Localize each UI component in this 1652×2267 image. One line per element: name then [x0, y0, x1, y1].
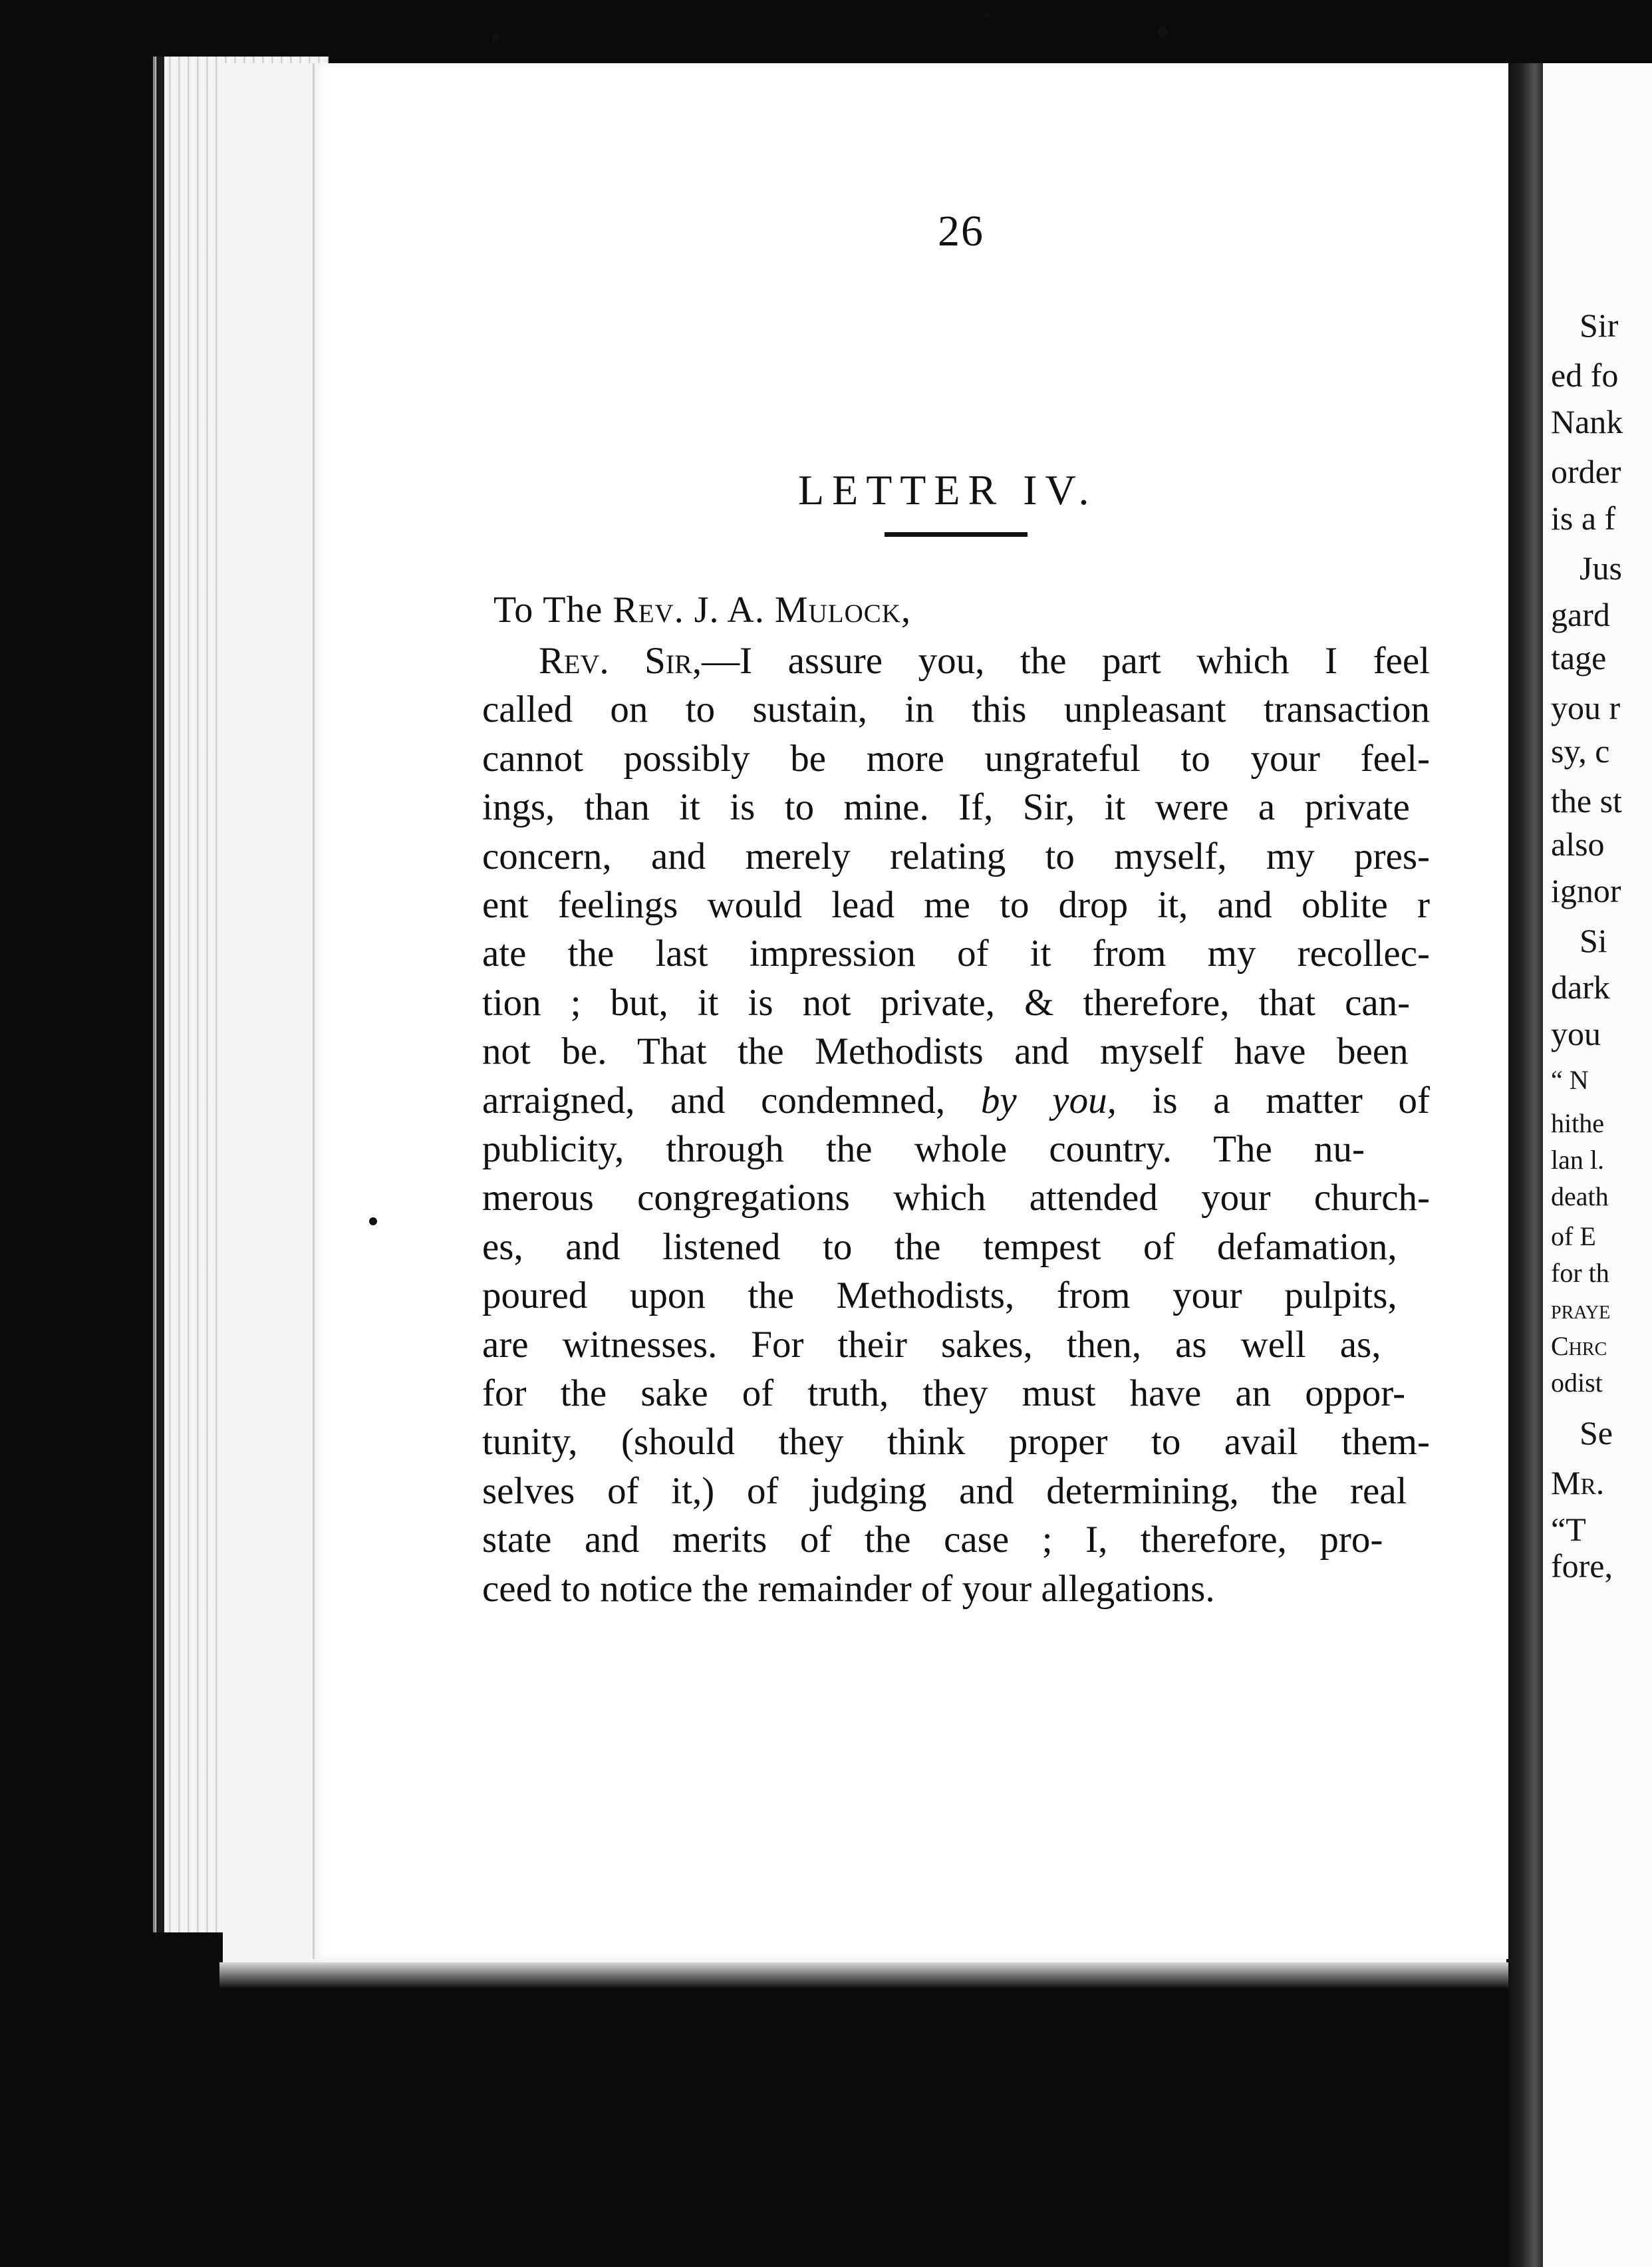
facing-page-line: ignor: [1551, 872, 1621, 909]
facing-page-line: Jus: [1580, 549, 1622, 587]
facing-page-line: tage: [1551, 639, 1607, 677]
heading-rule: [885, 532, 1028, 537]
salutation-opening: Rev. Sir,: [539, 640, 702, 682]
facing-page-line: Si: [1580, 922, 1607, 959]
body-line: for the sake of truth, they must have an oppor-: [482, 1372, 1406, 1414]
facing-page-line: fore,: [1551, 1547, 1613, 1585]
facing-page-line: “T: [1551, 1511, 1586, 1548]
ink-speck: [1157, 27, 1168, 37]
body-line: ceed to notice the remainder of your allegations.: [482, 1567, 1215, 1610]
body-line: are witnesses. For their sakes, then, as well as,: [482, 1323, 1381, 1366]
body-line: selves of it,) of judging and determining, the real: [482, 1469, 1407, 1512]
facing-page-line: ed fo: [1551, 357, 1619, 394]
body-line: merous congregations which attended your church-: [482, 1177, 1430, 1219]
salutation-name: Rev. J. A. Mulock,: [613, 589, 911, 631]
salutation-prefix: To The: [493, 589, 613, 631]
ink-speck: [369, 1217, 377, 1225]
facing-page-line: you r: [1551, 689, 1621, 726]
page-number: 26: [938, 207, 984, 255]
ink-speck: [984, 12, 990, 18]
facing-page-line: the st: [1551, 782, 1622, 820]
body-line: ent feelings would lead me to drop it, and oblite r: [482, 884, 1430, 926]
body-line: ings, than it is to mine. If, Sir, it were a private: [482, 786, 1410, 829]
facing-page-line: of E: [1551, 1221, 1596, 1251]
facing-page-line: Se: [1580, 1414, 1613, 1451]
facing-page-line: Chrc: [1551, 1331, 1607, 1361]
body-line: cannot possibly be more ungrateful to your feel-: [482, 737, 1430, 780]
body-line: not be. That the Methodists and myself have been: [482, 1030, 1409, 1073]
facing-page-line: death: [1551, 1181, 1609, 1211]
body-line: ate the last impression of it from my recollec-: [482, 933, 1430, 975]
letter-heading: LETTER IV.: [798, 466, 1097, 514]
body-line: Rev. Sir,—I assure you, the part which I feel: [539, 640, 1430, 682]
facing-page-line: Nank: [1551, 403, 1623, 440]
facing-page-line: order: [1551, 453, 1621, 490]
salutation: [493, 589, 911, 631]
body-line: es, and listened to the tempest of defamation,: [482, 1225, 1397, 1268]
bottom-shadow: [219, 1962, 1523, 1989]
facing-page-line: also: [1551, 826, 1605, 863]
body-line: poured upon the Methodists, from your pulpits,: [482, 1275, 1397, 1317]
book-spine-shadow: [156, 57, 164, 1932]
facing-page-line: “ N: [1551, 1065, 1589, 1095]
facing-page-line: odist: [1551, 1368, 1603, 1398]
facing-page-line: praye: [1551, 1294, 1611, 1324]
facing-page: [1543, 63, 1652, 2267]
ink-speck: [492, 33, 499, 43]
facing-page-line: hithe: [1551, 1108, 1604, 1138]
body-line: tunity, (should they think proper to avail them-: [482, 1421, 1430, 1463]
body-line: concern, and merely relating to myself, my pres-: [482, 835, 1430, 877]
facing-page-line: gard: [1551, 596, 1610, 633]
facing-page-line: Mr.: [1551, 1464, 1605, 1501]
facing-page-line: lan l.: [1551, 1145, 1604, 1175]
body-line: tion ; but, it is not private, & therefore, that can-: [482, 981, 1411, 1024]
body-line: state and merits of the case ; I, therefore, pro-: [482, 1519, 1383, 1561]
emphasis: by you,: [980, 1079, 1117, 1122]
facing-page-line: Sir: [1580, 307, 1619, 344]
facing-page-line: is a f: [1551, 500, 1616, 537]
facing-page-line: for th: [1551, 1258, 1609, 1288]
body-line: publicity, through the whole country. The nu-: [482, 1128, 1365, 1170]
body-line: arraigned, and condemned, by you, is a matter of: [482, 1079, 1431, 1122]
facing-page-line: dark: [1551, 969, 1610, 1006]
book-gutter: [1508, 63, 1548, 2267]
body-line: called on to sustain, in this unpleasant transaction: [482, 688, 1430, 731]
facing-page-line: you: [1551, 1015, 1601, 1052]
facing-page-line: sy, c: [1551, 732, 1610, 770]
